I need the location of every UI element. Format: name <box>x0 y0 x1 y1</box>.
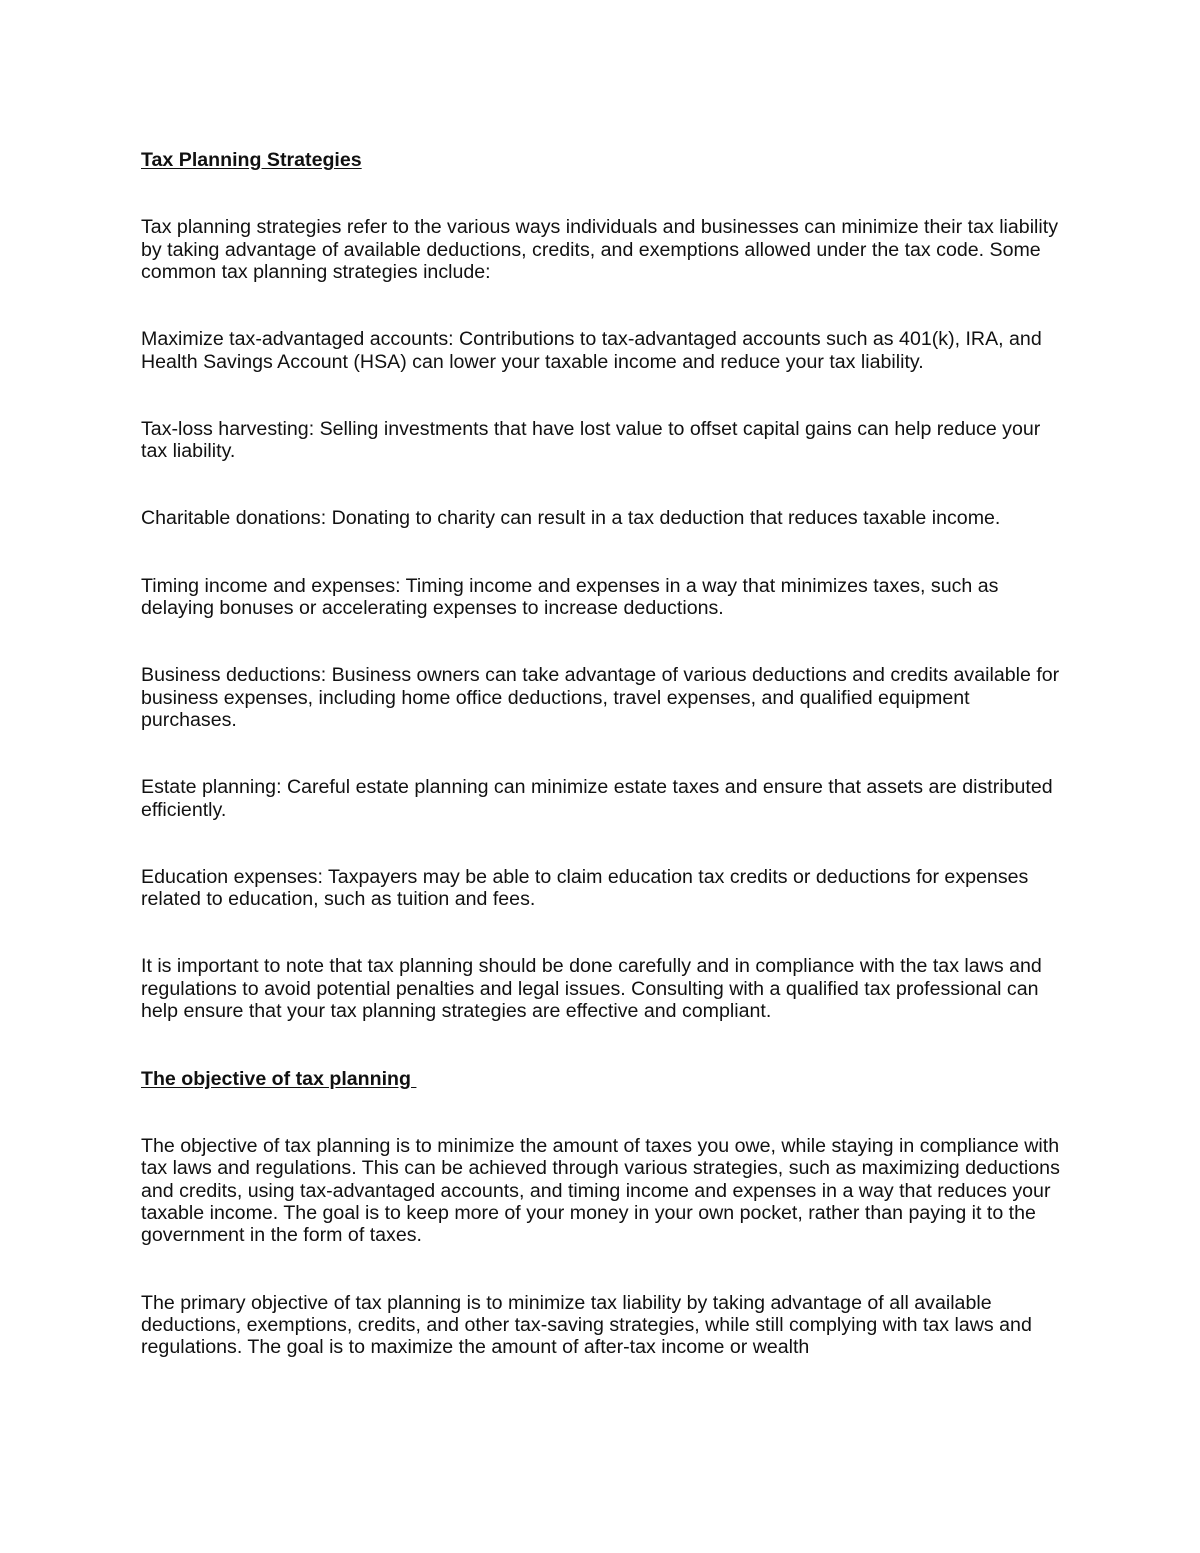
objective-paragraph-1: The objective of tax planning is to minimize the amount of taxes you owe, while staying in compliance with tax laws and regulations. This can be achieved through various strategies, such as maximizing deductions and credits, using tax-advantaged accounts, and timing income and expenses in a way that reduces your taxable income. The goal is to keep more of your money in your own pocket, rather than paying it to the government in the form of taxes. <box>141 1134 1060 1247</box>
spacer <box>141 619 1066 664</box>
objective-paragraph-2: The primary objective of tax planning is to minimize tax liability by taking advantage of all available deductions, exemptions, credits, and other tax-saving strategies, while still complying with tax laws and regulations. The goal is to maximize the amount of after-tax income or wealth <box>141 1291 1032 1359</box>
spacer <box>141 1090 1066 1135</box>
spacer <box>141 171 1066 216</box>
spacer <box>141 731 1066 776</box>
intro-paragraph: Tax planning strategies refer to the various ways individuals and businesses can minimize their tax liability by taking advantage of available deductions, credits, and exemptions allowed under the tax code. Some common tax planning strategies include: <box>141 216 1059 284</box>
section-heading-objective: The objective of tax planning <box>141 1067 417 1090</box>
document-body <box>141 149 1066 1359</box>
strategy-item-education-expenses: Education expenses: Taxpayers may be able to claim education tax credits or deductions for expenses related to education, such as tuition and fees. <box>141 865 1029 911</box>
strategy-item-charitable-donations: Charitable donations: Donating to charity can result in a tax deduction that reduces taxable income. <box>141 507 1001 530</box>
closing-paragraph: It is important to note that tax planning should be done carefully and in compliance with the tax laws and regulations to avoid potential penalties and legal issues. Consulting with a qualified tax professional can help ensure that your tax planning strategies are effective and compliant. <box>141 955 1042 1023</box>
spacer <box>141 1023 1066 1068</box>
spacer <box>141 283 1066 328</box>
strategy-item-estate-planning: Estate planning: Careful estate planning can minimize estate taxes and ensure that assets are distributed efficiently. <box>141 776 1053 821</box>
spacer <box>141 373 1066 418</box>
spacer <box>141 463 1066 508</box>
spacer <box>141 1247 1066 1292</box>
strategy-item-timing-income: Timing income and expenses: Timing income and expenses in a way that minimizes taxes, such as delaying bonuses or accelerating expenses to increase deductions. <box>141 574 999 620</box>
strategy-item-tax-advantaged-accounts: Maximize tax-advantaged accounts: Contributions to tax-advantaged accounts such as 401(k), IRA, and Health Savings Account (HSA) can lower your taxable income and reduce your tax liability. <box>141 328 1042 373</box>
strategy-item-tax-loss-harvesting: Tax-loss harvesting: Selling investments that have lost value to offset capital gains can help reduce your tax liability. <box>141 417 1041 463</box>
section-heading-tax-planning-strategies: Tax Planning Strategies <box>141 149 362 171</box>
spacer <box>141 530 1066 575</box>
spacer <box>141 821 1066 866</box>
spacer <box>141 911 1066 956</box>
strategy-item-business-deductions: Business deductions: Business owners can take advantage of various deductions and credits available for business expenses, including home office deductions, travel expenses, and qualified equipment purchases. <box>141 664 1060 732</box>
